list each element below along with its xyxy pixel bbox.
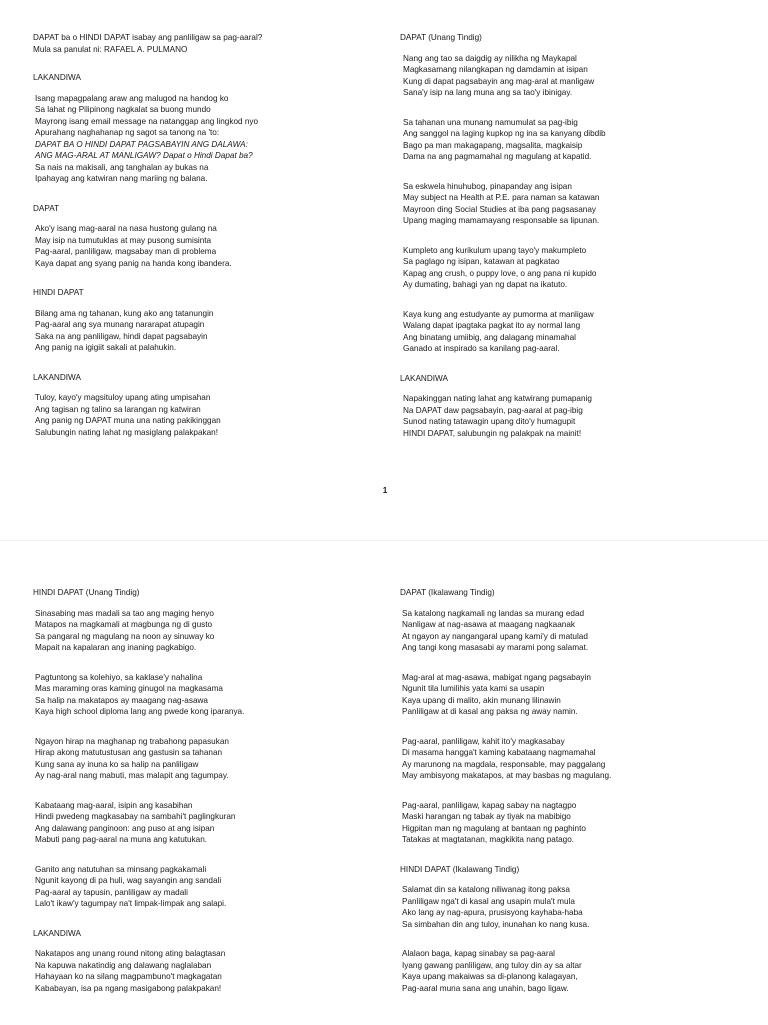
verse-line: HINDI DAPAT, salubungin ng palakpak na mainit! [403,428,582,438]
verse-line: Upang maging mamamayang responsable sa lipunan. [403,216,600,225]
stanza [400,181,730,227]
poem-sections [400,32,730,439]
verse-line: Ay marunong na magdala, responsable, may paggalang [402,759,606,769]
verse-line: Napakinggan nating lahat ang katwirang pumapanig [403,394,592,403]
stanza [33,608,363,654]
verse-line: Ang panig na igigiit sakali at palahukin. [35,343,177,352]
verse-line: Iyang gawang panliligaw, ang tuloy din ay sa altar [402,960,582,970]
verse-line: Ako'y isang mag-aaral na nasa hustong gulang na [35,224,217,233]
page-1-left-column [33,32,363,456]
verse-line: Pagtuntong sa kolehiyo, sa kaklase'y nahalina [35,672,203,682]
poem-sections [33,587,363,994]
verse-line: Di masama hangga't kaming kabataang nagmamahal [402,748,596,757]
verse-line: Ang binatang umiibig, ang dalagang minamahal [403,332,576,342]
verse-line: Salubungin nating lahat ng masiglang palakpakan! [35,427,218,437]
stanza [33,392,363,438]
verse-line: Ipahayag ang katwiran nang mariing ng balana. [35,174,208,183]
stanza [400,800,730,846]
verse-line: Walang dapat ipagtaka pagkat ito ay normal lang [403,321,581,330]
verse-line: Dama na ang pagmamahal ng magulang at kapatid. [403,152,592,161]
verse-line: Sa katalong nagkamali ng landas sa murang edad [402,608,585,618]
verse-line: ANG MAG-ARAL AT MANLIGAW? Dapat o Hindi Dapat ba? [35,151,253,160]
stanza [400,736,730,782]
verse-line: Sunod nating tatawagin upang dito'y humagupit [403,417,576,426]
verse-line: Ngunit kayong di pa huli, wag sayangin ang sandali [35,876,222,885]
verse-line: Apurahang naghahanap ng sagot sa tanong na 'to: [35,128,220,137]
verse-line: Kung sana ay inuna ko sa halip na panliligaw [35,759,199,769]
verse-line: Mapait na kapalaran ang inaning pagkabigo. [35,643,197,652]
verse-line: Panliligaw nga't di kasal ang usapin mula't mula [402,896,575,906]
verse-line: Ngunit tila lumilihis yata kami sa usapin [402,684,545,693]
verse-line: Na kapuwa nakatindig ang dalawang naglalaban [35,960,212,970]
verse-line: Pag-aaral, panliligaw, magsabay man di problema [35,247,217,256]
section-heading: LAKANDIWA [33,73,81,82]
stanza [33,93,363,185]
stanza [400,53,730,99]
verse-line: Mayroon ding Social Studies at iba pang pagsasanay [403,204,596,214]
poem-sections [33,72,363,438]
verse-line: Bilang ama ng tahanan, kung ako ang tatanungin [35,308,214,318]
section-heading: HINDI DAPAT (Unang Tindig) [33,588,140,597]
verse-line: Hahayaan ko na silang magpambuno't magkagatan [35,972,222,981]
section-heading: LAKANDIWA [400,373,448,383]
verse-line: Nakatapos ang unang round nitong ating balagtasan [35,949,226,958]
verse-line: Isang mapagpalang araw ang malugod na handog ko [35,93,229,103]
verse-line: Tuloy, kayo'y magsituloy upang ating umpisahan [35,393,211,402]
verse-line: Ang dalawang panginoon: ang puso at ang isipan [35,823,215,833]
verse-line: Hirap akong matutustusan ang gastusin sa tahanan [35,748,223,757]
verse-line: Mayrong isang email message na natanggap ang lingkod nyo [35,116,259,126]
section-heading: DAPAT (Unang Tindig) [400,33,482,42]
verse-line: Mag-aral at mag-asawa, mabigat ngang pagsabayin [402,672,591,682]
verse-line: Ang tagisan ng talino sa larangan ng katwiran [35,404,201,414]
verse-line: Ay nag-aral nang mabuti, mas malapit ang tagumpay. [35,771,229,780]
document-page-2 [0,540,768,1025]
verse-line: Sa simbahan din ang tuloy, inunahan ko nang kusa. [402,919,590,929]
section-heading: DAPAT [33,203,60,213]
verse-line: Sinasabing mas madali sa tao ang maging henyo [35,608,214,618]
verse-line: May subject na Health at P.E. para naman sa katawan [403,193,600,202]
stanza [400,393,730,439]
verse-line: Sa halip na makatapos ay maagang nag-asawa [35,695,208,705]
verse-line: Sana'y isip na lang muna ang sa tao'y ibinigay. [403,88,573,97]
verse-line: Pag-aaral, panliligaw, kapag sabay na nagtagpo [402,800,577,810]
verse-line: Kaya high school diploma lang ang pwede kong iparanya. [35,707,245,716]
verse-line: Tatakas at magtatanan, magkikita nang patago. [402,835,575,844]
verse-line: Alalaon baga, kapag sinabay sa pag-aaral [402,949,555,958]
verse-line: Kababayan, isa pa ngang masigabong palakpakan! [35,983,222,993]
verse-line: May isip na tumutuklas at may pusong sumisinta [35,235,212,245]
stanza [33,672,363,718]
verse-line: Pag-aaral, panliligaw, kahit ito'y magkasabay [402,736,565,746]
verse-line: Mabuti pang pag-aaral na muna ang katutukan. [35,835,208,844]
verse-line: Kapag ang crush, o puppy love, o ang pana ni kupido [403,268,597,278]
stanza [400,948,730,994]
verse-line: Pag-aaral muna sana ang unahin, bago ligaw. [402,983,569,993]
page-2-left-column [33,587,363,1012]
verse-line: Ngayon hirap na maghanap ng trabahong papasukan [35,736,229,746]
page-1-right-column [400,32,730,457]
verse-line: Sa tahanan una munang namumulat sa pag-ibig [403,117,578,127]
stanza [33,800,363,846]
stanza [33,308,363,354]
verse-line: Higpitan man ng magulang at bantaan ng paghinto [402,823,586,833]
verse-line: Kaya upang di malito, akin munang lilinawin [402,695,561,705]
verse-line: Kaya kung ang estudyante ay pumorma at manligaw [403,309,594,319]
verse-line: DAPAT BA O HINDI DAPAT PAGSABAYIN ANG DALAWA: [35,139,248,149]
verse-line: May ambisyong makatapos, at may basbas ng magulang. [402,771,612,780]
author-credit: Mula sa panulat ni: RAFAEL A. PULMANO [33,44,188,54]
document-title: DAPAT ba o HINDI DAPAT isabay ang panliligaw sa pag-aaral? [33,33,263,42]
verse-line: Sa lahat ng Pilipinong nagkalat sa buong mundo [35,105,211,114]
verse-line: Ang sanggol na laging kupkop ng ina sa kanyang dibdib [403,129,606,138]
verse-line: Matapos na magkamali at magbunga ng di gusto [35,620,213,629]
verse-line: Lalo't ikaw'y tagumpay na't limpak-limpak ang salapi. [35,899,227,908]
verse-line: Nang ang tao sa daigdig ay nilikha ng Maykapal [403,53,577,63]
stanza [33,948,363,994]
verse-line: Na DAPAT daw pagsabayin, pag-aaral at pag-ibig [403,405,583,415]
verse-line: Ako lang ay nag-apura, prusisyong kayhaba-haba [402,908,583,917]
verse-line: Sa nais na makisali, ang tanghalan ay bukas na [35,162,209,172]
verse-line: Bago pa man makagapang, magsalita, magkaisip [403,140,583,150]
stanza [400,608,730,654]
verse-line: Pag-aaral ang sya munang nararapat atupagin [35,320,205,329]
verse-line: Ganito ang natutuhan sa minsang pagkakamali [35,864,207,874]
verse-line: Kaya dapat ang syang panig na handa kong ibandera. [35,258,232,268]
verse-line: Hindi pwedeng magkasabay na sambahi't paglingkuran [35,812,236,821]
stanza [400,672,730,718]
verse-line: Kung di dapat pagsabayin ang mag-aral at manligaw [403,76,595,86]
section-heading: DAPAT (Ikalawang Tindig) [400,588,495,597]
verse-line: Sa paglago ng isipan, katawan at pagkatao [403,257,560,266]
verse-line: Saka na ang panliligaw, hindi dapat pagsabayin [35,331,208,341]
verse-line: Nanligaw at nag-asawa at maagang nagkaanak [402,620,575,629]
stanza [33,223,363,269]
stanza [33,736,363,782]
section-heading: LAKANDIWA [33,928,81,938]
stanza [33,864,363,910]
verse-line: At ngayon ay nangangaral upang kami'y di matulad [402,631,588,641]
section-heading: LAKANDIWA [33,372,81,382]
verse-line: Kaya upang makaiwas sa di-planong kalagayan, [402,972,578,981]
verse-line: Pag-aaral ay tapusin, panliligaw ay madali [35,887,188,897]
verse-line: Mas maraming oras kaming ginugol na magkasama [35,684,223,693]
stanza [400,117,730,163]
verse-line: Sa pangaral ng magulang na noon ay sinuway ko [35,631,215,641]
verse-line: Maski harangan ng tabak ay tiyak na mabibigo [402,812,571,821]
verse-line: Magkasamang nilangkapan ng damdamin at isipan [403,65,588,74]
page-2-right-column [400,587,730,1012]
verse-line: Salamat din sa katalong niliwanag itong paksa [402,885,570,894]
verse-line: Kumpleto ang kurikulum upang tayo'y makumpleto [403,245,587,255]
verse-line: Sa eskwela hinuhubog, pinapanday ang isipan [403,181,572,191]
section-heading: HINDI DAPAT (Ikalawang Tindig) [400,864,520,874]
verse-line: Ang panig ng DAPAT muna una nating pakikinggan [35,416,221,425]
verse-line: Ay dumating, bahagi yan ng dapat na ikatuto. [403,280,568,289]
verse-line: Kabataang mag-aaral, isipin ang kasabihan [35,800,193,810]
stanza [400,884,730,930]
section-heading: HINDI DAPAT [33,288,84,297]
stanza [400,245,730,291]
page-number: 1 [382,486,388,495]
verse-line: Panliligaw at di kasal ang paksa ng away namin. [402,707,578,716]
stanza [400,309,730,355]
verse-line: Ang tangi kong masasabi ay marami pong salamat. [402,643,589,652]
poem-sections [400,587,730,994]
verse-line: Ganado at inspirado sa kanilang pag-aaral. [403,344,560,353]
